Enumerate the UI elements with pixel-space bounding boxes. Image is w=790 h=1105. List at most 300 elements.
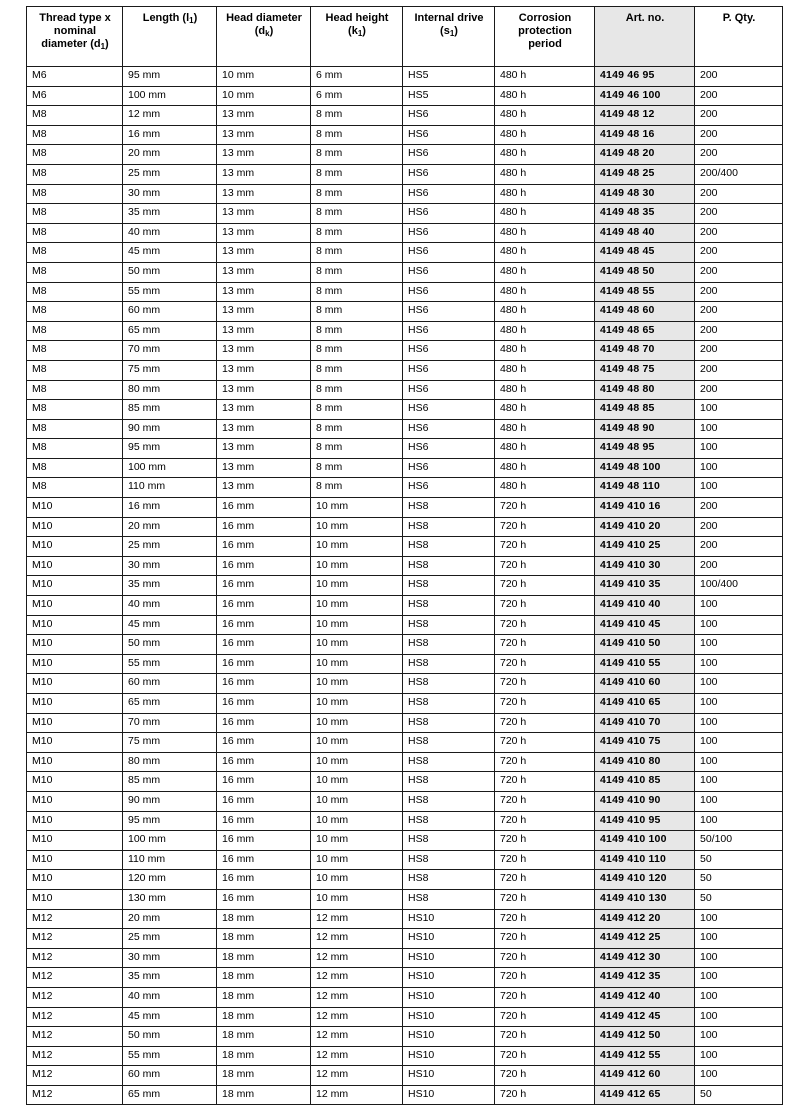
cell-package-quantity: 200 bbox=[695, 282, 783, 302]
cell-internal-drive: HS8 bbox=[403, 870, 495, 890]
cell-length: 45 mm bbox=[123, 1007, 217, 1027]
cell-thread-type: M10 bbox=[27, 733, 123, 753]
cell-head-diameter: 16 mm bbox=[217, 615, 311, 635]
cell-package-quantity: 200 bbox=[695, 145, 783, 165]
cell-article-number: 4149 48 85 bbox=[595, 400, 695, 420]
cell-head-diameter: 13 mm bbox=[217, 439, 311, 459]
cell-package-quantity: 200 bbox=[695, 556, 783, 576]
cell-corrosion-period: 720 h bbox=[495, 556, 595, 576]
cell-package-quantity: 200 bbox=[695, 341, 783, 361]
cell-article-number: 4149 410 80 bbox=[595, 752, 695, 772]
cell-length: 60 mm bbox=[123, 302, 217, 322]
cell-thread-type: M8 bbox=[27, 321, 123, 341]
table-row bbox=[27, 282, 783, 302]
cell-article-number: 4149 48 70 bbox=[595, 341, 695, 361]
cell-article-number: 4149 48 40 bbox=[595, 223, 695, 243]
cell-corrosion-period: 720 h bbox=[495, 596, 595, 616]
cell-internal-drive: HS8 bbox=[403, 635, 495, 655]
cell-length: 75 mm bbox=[123, 733, 217, 753]
cell-head-diameter: 16 mm bbox=[217, 654, 311, 674]
cell-length: 20 mm bbox=[123, 145, 217, 165]
cell-thread-type: M12 bbox=[27, 968, 123, 988]
cell-corrosion-period: 720 h bbox=[495, 674, 595, 694]
cell-head-height: 6 mm bbox=[311, 67, 403, 87]
cell-internal-drive: HS6 bbox=[403, 439, 495, 459]
cell-head-height: 10 mm bbox=[311, 752, 403, 772]
cell-thread-type: M10 bbox=[27, 654, 123, 674]
cell-corrosion-period: 720 h bbox=[495, 1046, 595, 1066]
cell-head-diameter: 18 mm bbox=[217, 929, 311, 949]
cell-internal-drive: HS6 bbox=[403, 302, 495, 322]
cell-corrosion-period: 720 h bbox=[495, 870, 595, 890]
table-row bbox=[27, 889, 783, 909]
table-row bbox=[27, 223, 783, 243]
cell-head-height: 12 mm bbox=[311, 968, 403, 988]
cell-length: 65 mm bbox=[123, 694, 217, 714]
table-row bbox=[27, 243, 783, 263]
table-row bbox=[27, 850, 783, 870]
cell-length: 95 mm bbox=[123, 439, 217, 459]
cell-head-diameter: 13 mm bbox=[217, 419, 311, 439]
cell-internal-drive: HS6 bbox=[403, 360, 495, 380]
cell-internal-drive: HS5 bbox=[403, 67, 495, 87]
cell-internal-drive: HS6 bbox=[403, 262, 495, 282]
cell-corrosion-period: 720 h bbox=[495, 1066, 595, 1086]
cell-head-diameter: 18 mm bbox=[217, 1046, 311, 1066]
cell-internal-drive: HS6 bbox=[403, 243, 495, 263]
cell-article-number: 4149 410 35 bbox=[595, 576, 695, 596]
cell-internal-drive: HS8 bbox=[403, 498, 495, 518]
cell-length: 25 mm bbox=[123, 164, 217, 184]
cell-corrosion-period: 480 h bbox=[495, 184, 595, 204]
cell-corrosion-period: 720 h bbox=[495, 635, 595, 655]
table-row bbox=[27, 596, 783, 616]
cell-article-number: 4149 48 90 bbox=[595, 419, 695, 439]
cell-length: 60 mm bbox=[123, 1066, 217, 1086]
product-spec-table bbox=[26, 6, 783, 1105]
table-row bbox=[27, 517, 783, 537]
cell-thread-type: M10 bbox=[27, 556, 123, 576]
cell-article-number: 4149 48 95 bbox=[595, 439, 695, 459]
cell-internal-drive: HS6 bbox=[403, 400, 495, 420]
cell-head-height: 10 mm bbox=[311, 596, 403, 616]
cell-head-height: 10 mm bbox=[311, 517, 403, 537]
table-row bbox=[27, 341, 783, 361]
cell-head-height: 8 mm bbox=[311, 223, 403, 243]
cell-thread-type: M10 bbox=[27, 870, 123, 890]
column-header-subscript-4: 1 bbox=[449, 29, 455, 39]
cell-head-height: 8 mm bbox=[311, 321, 403, 341]
cell-length: 30 mm bbox=[123, 184, 217, 204]
table-row bbox=[27, 204, 783, 224]
cell-internal-drive: HS10 bbox=[403, 968, 495, 988]
cell-head-diameter: 18 mm bbox=[217, 968, 311, 988]
cell-article-number: 4149 410 40 bbox=[595, 596, 695, 616]
cell-article-number: 4149 410 110 bbox=[595, 850, 695, 870]
cell-package-quantity: 200 bbox=[695, 184, 783, 204]
cell-corrosion-period: 720 h bbox=[495, 1085, 595, 1105]
table-row bbox=[27, 262, 783, 282]
cell-head-diameter: 13 mm bbox=[217, 204, 311, 224]
cell-thread-type: M10 bbox=[27, 694, 123, 714]
cell-package-quantity: 50 bbox=[695, 870, 783, 890]
cell-length: 80 mm bbox=[123, 380, 217, 400]
cell-thread-type: M12 bbox=[27, 929, 123, 949]
cell-article-number: 4149 410 60 bbox=[595, 674, 695, 694]
cell-head-diameter: 16 mm bbox=[217, 635, 311, 655]
cell-head-height: 10 mm bbox=[311, 635, 403, 655]
cell-package-quantity: 200 bbox=[695, 517, 783, 537]
cell-internal-drive: HS6 bbox=[403, 282, 495, 302]
table-row bbox=[27, 948, 783, 968]
cell-internal-drive: HS8 bbox=[403, 654, 495, 674]
cell-package-quantity: 100 bbox=[695, 791, 783, 811]
cell-corrosion-period: 480 h bbox=[495, 439, 595, 459]
cell-length: 100 mm bbox=[123, 458, 217, 478]
cell-length: 50 mm bbox=[123, 635, 217, 655]
table-row bbox=[27, 145, 783, 165]
cell-corrosion-period: 720 h bbox=[495, 772, 595, 792]
cell-corrosion-period: 480 h bbox=[495, 223, 595, 243]
cell-article-number: 4149 412 35 bbox=[595, 968, 695, 988]
cell-internal-drive: HS8 bbox=[403, 889, 495, 909]
cell-head-height: 8 mm bbox=[311, 243, 403, 263]
cell-article-number: 4149 412 65 bbox=[595, 1085, 695, 1105]
cell-package-quantity: 100 bbox=[695, 772, 783, 792]
cell-article-number: 4149 48 80 bbox=[595, 380, 695, 400]
cell-thread-type: M8 bbox=[27, 243, 123, 263]
cell-article-number: 4149 412 60 bbox=[595, 1066, 695, 1086]
cell-head-height: 10 mm bbox=[311, 889, 403, 909]
cell-head-height: 12 mm bbox=[311, 1046, 403, 1066]
cell-corrosion-period: 720 h bbox=[495, 654, 595, 674]
cell-article-number: 4149 46 100 bbox=[595, 86, 695, 106]
column-header-subscript-1: 1 bbox=[189, 16, 194, 25]
cell-thread-type: M8 bbox=[27, 400, 123, 420]
cell-corrosion-period: 720 h bbox=[495, 752, 595, 772]
table-row bbox=[27, 1007, 783, 1027]
table-row bbox=[27, 1046, 783, 1066]
cell-internal-drive: HS6 bbox=[403, 125, 495, 145]
cell-internal-drive: HS6 bbox=[403, 458, 495, 478]
cell-head-diameter: 13 mm bbox=[217, 262, 311, 282]
cell-internal-drive: HS10 bbox=[403, 929, 495, 949]
cell-length: 100 mm bbox=[123, 86, 217, 106]
cell-head-diameter: 18 mm bbox=[217, 1085, 311, 1105]
cell-package-quantity: 50 bbox=[695, 889, 783, 909]
cell-corrosion-period: 480 h bbox=[495, 262, 595, 282]
table-row bbox=[27, 164, 783, 184]
cell-head-diameter: 16 mm bbox=[217, 556, 311, 576]
table-row bbox=[27, 635, 783, 655]
cell-head-height: 10 mm bbox=[311, 831, 403, 851]
cell-head-diameter: 13 mm bbox=[217, 400, 311, 420]
cell-head-diameter: 16 mm bbox=[217, 889, 311, 909]
cell-thread-type: M12 bbox=[27, 1027, 123, 1047]
cell-head-height: 10 mm bbox=[311, 674, 403, 694]
cell-head-height: 10 mm bbox=[311, 870, 403, 890]
cell-internal-drive: HS8 bbox=[403, 791, 495, 811]
cell-package-quantity: 100 bbox=[695, 713, 783, 733]
cell-internal-drive: HS10 bbox=[403, 1007, 495, 1027]
cell-head-height: 8 mm bbox=[311, 458, 403, 478]
cell-head-height: 10 mm bbox=[311, 556, 403, 576]
cell-package-quantity: 100 bbox=[695, 948, 783, 968]
cell-corrosion-period: 480 h bbox=[495, 125, 595, 145]
cell-package-quantity: 100/400 bbox=[695, 576, 783, 596]
cell-thread-type: M8 bbox=[27, 204, 123, 224]
cell-head-diameter: 18 mm bbox=[217, 1007, 311, 1027]
cell-package-quantity: 200 bbox=[695, 204, 783, 224]
cell-head-diameter: 16 mm bbox=[217, 713, 311, 733]
cell-package-quantity: 100 bbox=[695, 419, 783, 439]
cell-head-diameter: 16 mm bbox=[217, 733, 311, 753]
cell-head-diameter: 10 mm bbox=[217, 86, 311, 106]
cell-package-quantity: 100 bbox=[695, 929, 783, 949]
cell-thread-type: M10 bbox=[27, 791, 123, 811]
cell-length: 75 mm bbox=[123, 360, 217, 380]
cell-internal-drive: HS8 bbox=[403, 831, 495, 851]
cell-thread-type: M12 bbox=[27, 1007, 123, 1027]
table-header-row bbox=[27, 7, 783, 67]
cell-thread-type: M12 bbox=[27, 1066, 123, 1086]
cell-head-height: 8 mm bbox=[311, 262, 403, 282]
cell-head-height: 8 mm bbox=[311, 125, 403, 145]
cell-internal-drive: HS5 bbox=[403, 86, 495, 106]
cell-length: 16 mm bbox=[123, 498, 217, 518]
cell-internal-drive: HS8 bbox=[403, 733, 495, 753]
cell-thread-type: M6 bbox=[27, 86, 123, 106]
table-row bbox=[27, 968, 783, 988]
cell-length: 110 mm bbox=[123, 850, 217, 870]
cell-internal-drive: HS6 bbox=[403, 341, 495, 361]
column-header-subscript-3: 1 bbox=[357, 29, 363, 39]
cell-thread-type: M8 bbox=[27, 380, 123, 400]
cell-thread-type: M10 bbox=[27, 596, 123, 616]
cell-thread-type: M8 bbox=[27, 106, 123, 126]
cell-thread-type: M10 bbox=[27, 713, 123, 733]
cell-package-quantity: 200 bbox=[695, 67, 783, 87]
cell-thread-type: M8 bbox=[27, 302, 123, 322]
table-row bbox=[27, 694, 783, 714]
cell-corrosion-period: 480 h bbox=[495, 341, 595, 361]
cell-corrosion-period: 720 h bbox=[495, 968, 595, 988]
cell-thread-type: M8 bbox=[27, 439, 123, 459]
cell-article-number: 4149 410 20 bbox=[595, 517, 695, 537]
cell-thread-type: M8 bbox=[27, 419, 123, 439]
cell-package-quantity: 200 bbox=[695, 86, 783, 106]
cell-head-diameter: 16 mm bbox=[217, 674, 311, 694]
cell-package-quantity: 200 bbox=[695, 498, 783, 518]
cell-length: 20 mm bbox=[123, 909, 217, 929]
cell-thread-type: M8 bbox=[27, 184, 123, 204]
cell-length: 90 mm bbox=[123, 419, 217, 439]
cell-package-quantity: 50/100 bbox=[695, 831, 783, 851]
cell-package-quantity: 100 bbox=[695, 478, 783, 498]
cell-thread-type: M10 bbox=[27, 752, 123, 772]
cell-article-number: 4149 48 45 bbox=[595, 243, 695, 263]
table-row bbox=[27, 752, 783, 772]
cell-head-height: 8 mm bbox=[311, 419, 403, 439]
table-row bbox=[27, 870, 783, 890]
cell-length: 95 mm bbox=[123, 811, 217, 831]
cell-package-quantity: 100 bbox=[695, 968, 783, 988]
cell-length: 110 mm bbox=[123, 478, 217, 498]
cell-article-number: 4149 412 55 bbox=[595, 1046, 695, 1066]
cell-package-quantity: 200 bbox=[695, 243, 783, 263]
cell-article-number: 4149 410 95 bbox=[595, 811, 695, 831]
cell-internal-drive: HS10 bbox=[403, 909, 495, 929]
cell-package-quantity: 200/400 bbox=[695, 164, 783, 184]
column-header-6: Art. no. bbox=[595, 7, 695, 67]
cell-head-height: 8 mm bbox=[311, 380, 403, 400]
column-header-2: Head diameter $(d_k)$ bbox=[217, 7, 311, 67]
cell-length: 25 mm bbox=[123, 929, 217, 949]
cell-corrosion-period: 480 h bbox=[495, 380, 595, 400]
cell-package-quantity: 100 bbox=[695, 1007, 783, 1027]
cell-length: 55 mm bbox=[123, 654, 217, 674]
cell-length: 45 mm bbox=[123, 615, 217, 635]
cell-corrosion-period: 480 h bbox=[495, 164, 595, 184]
cell-package-quantity: 100 bbox=[695, 596, 783, 616]
cell-length: 90 mm bbox=[123, 791, 217, 811]
table-row bbox=[27, 556, 783, 576]
cell-corrosion-period: 480 h bbox=[495, 302, 595, 322]
cell-length: 25 mm bbox=[123, 537, 217, 557]
cell-length: 20 mm bbox=[123, 517, 217, 537]
cell-article-number: 4149 410 50 bbox=[595, 635, 695, 655]
cell-corrosion-period: 720 h bbox=[495, 909, 595, 929]
cell-thread-type: M8 bbox=[27, 145, 123, 165]
cell-article-number: 4149 48 60 bbox=[595, 302, 695, 322]
cell-thread-type: M8 bbox=[27, 478, 123, 498]
cell-thread-type: M10 bbox=[27, 811, 123, 831]
cell-thread-type: M10 bbox=[27, 772, 123, 792]
cell-package-quantity: 100 bbox=[695, 674, 783, 694]
cell-internal-drive: HS10 bbox=[403, 987, 495, 1007]
cell-head-height: 12 mm bbox=[311, 1027, 403, 1047]
cell-head-height: 10 mm bbox=[311, 772, 403, 792]
table-row bbox=[27, 791, 783, 811]
table-row bbox=[27, 713, 783, 733]
cell-thread-type: M10 bbox=[27, 889, 123, 909]
cell-head-height: 10 mm bbox=[311, 694, 403, 714]
cell-article-number: 4149 412 45 bbox=[595, 1007, 695, 1027]
cell-internal-drive: HS6 bbox=[403, 419, 495, 439]
cell-length: 95 mm bbox=[123, 67, 217, 87]
cell-package-quantity: 200 bbox=[695, 302, 783, 322]
cell-head-diameter: 13 mm bbox=[217, 164, 311, 184]
cell-corrosion-period: 720 h bbox=[495, 1027, 595, 1047]
cell-internal-drive: HS10 bbox=[403, 1085, 495, 1105]
cell-head-height: 10 mm bbox=[311, 811, 403, 831]
cell-head-diameter: 13 mm bbox=[217, 145, 311, 165]
table-row bbox=[27, 1027, 783, 1047]
cell-corrosion-period: 720 h bbox=[495, 713, 595, 733]
cell-head-diameter: 13 mm bbox=[217, 223, 311, 243]
cell-head-height: 8 mm bbox=[311, 302, 403, 322]
cell-head-height: 10 mm bbox=[311, 713, 403, 733]
table-row bbox=[27, 909, 783, 929]
cell-internal-drive: HS8 bbox=[403, 811, 495, 831]
cell-length: 16 mm bbox=[123, 125, 217, 145]
cell-head-height: 10 mm bbox=[311, 615, 403, 635]
cell-length: 30 mm bbox=[123, 556, 217, 576]
cell-package-quantity: 100 bbox=[695, 439, 783, 459]
cell-length: 50 mm bbox=[123, 262, 217, 282]
cell-package-quantity: 100 bbox=[695, 811, 783, 831]
table-row bbox=[27, 733, 783, 753]
cell-length: 70 mm bbox=[123, 713, 217, 733]
column-header-subscript-2: k bbox=[265, 29, 270, 39]
cell-corrosion-period: 720 h bbox=[495, 694, 595, 714]
cell-length: 45 mm bbox=[123, 243, 217, 263]
cell-package-quantity: 200 bbox=[695, 106, 783, 126]
column-header-4: Internal drive $(s_1)$ bbox=[403, 7, 495, 67]
cell-head-height: 8 mm bbox=[311, 106, 403, 126]
cell-package-quantity: 100 bbox=[695, 987, 783, 1007]
cell-length: 50 mm bbox=[123, 1027, 217, 1047]
cell-article-number: 4149 48 75 bbox=[595, 360, 695, 380]
cell-head-diameter: 16 mm bbox=[217, 576, 311, 596]
cell-head-diameter: 13 mm bbox=[217, 341, 311, 361]
cell-head-height: 8 mm bbox=[311, 478, 403, 498]
cell-internal-drive: HS8 bbox=[403, 596, 495, 616]
cell-corrosion-period: 720 h bbox=[495, 889, 595, 909]
cell-head-diameter: 16 mm bbox=[217, 517, 311, 537]
cell-head-diameter: 18 mm bbox=[217, 948, 311, 968]
table-row bbox=[27, 419, 783, 439]
table-row bbox=[27, 184, 783, 204]
cell-head-height: 12 mm bbox=[311, 1066, 403, 1086]
cell-article-number: 4149 48 12 bbox=[595, 106, 695, 126]
cell-corrosion-period: 720 h bbox=[495, 850, 595, 870]
table-body bbox=[27, 67, 783, 1105]
cell-head-diameter: 13 mm bbox=[217, 321, 311, 341]
table-row bbox=[27, 1085, 783, 1105]
cell-head-height: 8 mm bbox=[311, 400, 403, 420]
cell-corrosion-period: 720 h bbox=[495, 517, 595, 537]
column-header-0: Thread type x nominal diameter $(d_1)$ bbox=[27, 7, 123, 67]
cell-head-height: 8 mm bbox=[311, 341, 403, 361]
cell-head-height: 10 mm bbox=[311, 850, 403, 870]
cell-head-diameter: 16 mm bbox=[217, 831, 311, 851]
cell-length: 100 mm bbox=[123, 831, 217, 851]
table-row bbox=[27, 400, 783, 420]
table-row bbox=[27, 537, 783, 557]
cell-corrosion-period: 720 h bbox=[495, 791, 595, 811]
cell-head-height: 8 mm bbox=[311, 439, 403, 459]
cell-head-height: 8 mm bbox=[311, 164, 403, 184]
cell-thread-type: M12 bbox=[27, 909, 123, 929]
cell-package-quantity: 100 bbox=[695, 635, 783, 655]
cell-length: 35 mm bbox=[123, 204, 217, 224]
cell-article-number: 4149 410 55 bbox=[595, 654, 695, 674]
cell-package-quantity: 50 bbox=[695, 850, 783, 870]
cell-head-height: 12 mm bbox=[311, 1085, 403, 1105]
cell-corrosion-period: 480 h bbox=[495, 204, 595, 224]
cell-thread-type: M8 bbox=[27, 341, 123, 361]
cell-head-height: 10 mm bbox=[311, 654, 403, 674]
cell-length: 60 mm bbox=[123, 674, 217, 694]
cell-corrosion-period: 480 h bbox=[495, 145, 595, 165]
cell-corrosion-period: 480 h bbox=[495, 400, 595, 420]
cell-article-number: 4149 410 75 bbox=[595, 733, 695, 753]
cell-package-quantity: 100 bbox=[695, 615, 783, 635]
cell-corrosion-period: 720 h bbox=[495, 1007, 595, 1027]
cell-package-quantity: 100 bbox=[695, 1066, 783, 1086]
cell-head-height: 12 mm bbox=[311, 1007, 403, 1027]
